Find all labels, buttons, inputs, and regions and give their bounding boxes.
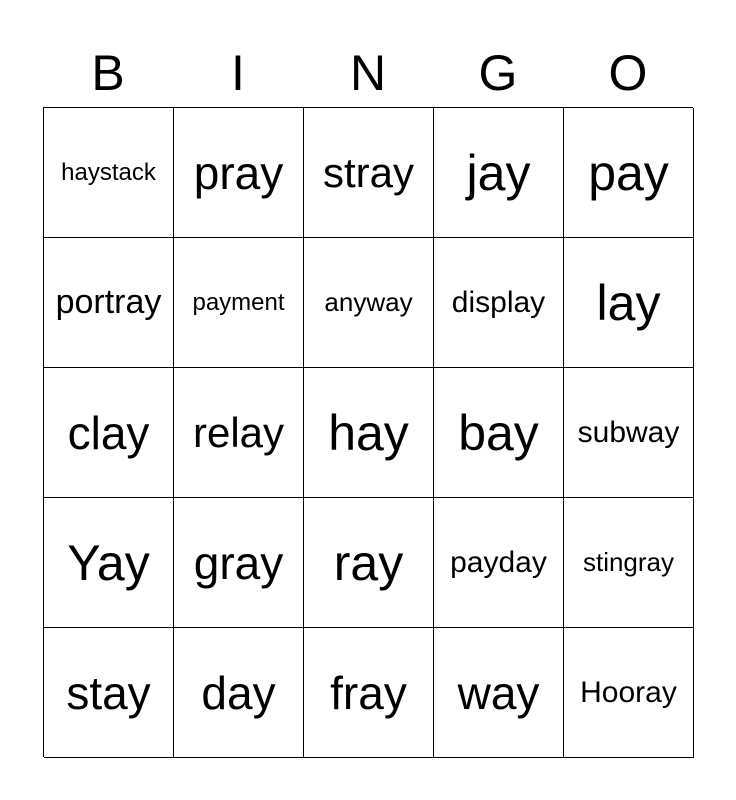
bingo-cell[interactable]: lay <box>564 238 694 368</box>
header-letter-o: O <box>608 45 648 101</box>
bingo-cell[interactable]: stay <box>44 628 174 758</box>
bingo-cell[interactable]: relay <box>174 368 304 498</box>
bingo-cell[interactable]: ray <box>304 498 434 628</box>
header-letter-n: N <box>349 45 387 101</box>
header-letter-g: G <box>478 45 518 101</box>
bingo-cell[interactable]: subway <box>564 368 694 498</box>
bingo-header <box>43 40 693 106</box>
bingo-cell[interactable]: payday <box>434 498 564 628</box>
bingo-cell[interactable]: bay <box>434 368 564 498</box>
bingo-cell[interactable]: pay <box>564 108 694 238</box>
bingo-cell[interactable]: haystack <box>44 108 174 238</box>
bingo-cell[interactable]: fray <box>304 628 434 758</box>
bingo-cell[interactable]: display <box>434 238 564 368</box>
bingo-cell[interactable]: portray <box>44 238 174 368</box>
bingo-cell[interactable]: anyway <box>304 238 434 368</box>
bingo-cell[interactable]: stray <box>304 108 434 238</box>
bingo-cell[interactable]: day <box>174 628 304 758</box>
bingo-cell[interactable]: Yay <box>44 498 174 628</box>
bingo-cell[interactable]: hay <box>304 368 434 498</box>
bingo-cell[interactable]: Hooray <box>564 628 694 758</box>
bingo-board <box>43 107 693 757</box>
bingo-cell[interactable]: pray <box>174 108 304 238</box>
header-letter-b: B <box>91 45 125 101</box>
bingo-cell[interactable]: way <box>434 628 564 758</box>
bingo-cell[interactable]: payment <box>174 238 304 368</box>
bingo-cell[interactable]: jay <box>434 108 564 238</box>
header-letter-i: I <box>231 45 245 101</box>
bingo-cell[interactable]: gray <box>174 498 304 628</box>
bingo-cell[interactable]: clay <box>44 368 174 498</box>
bingo-cell[interactable]: stingray <box>564 498 694 628</box>
